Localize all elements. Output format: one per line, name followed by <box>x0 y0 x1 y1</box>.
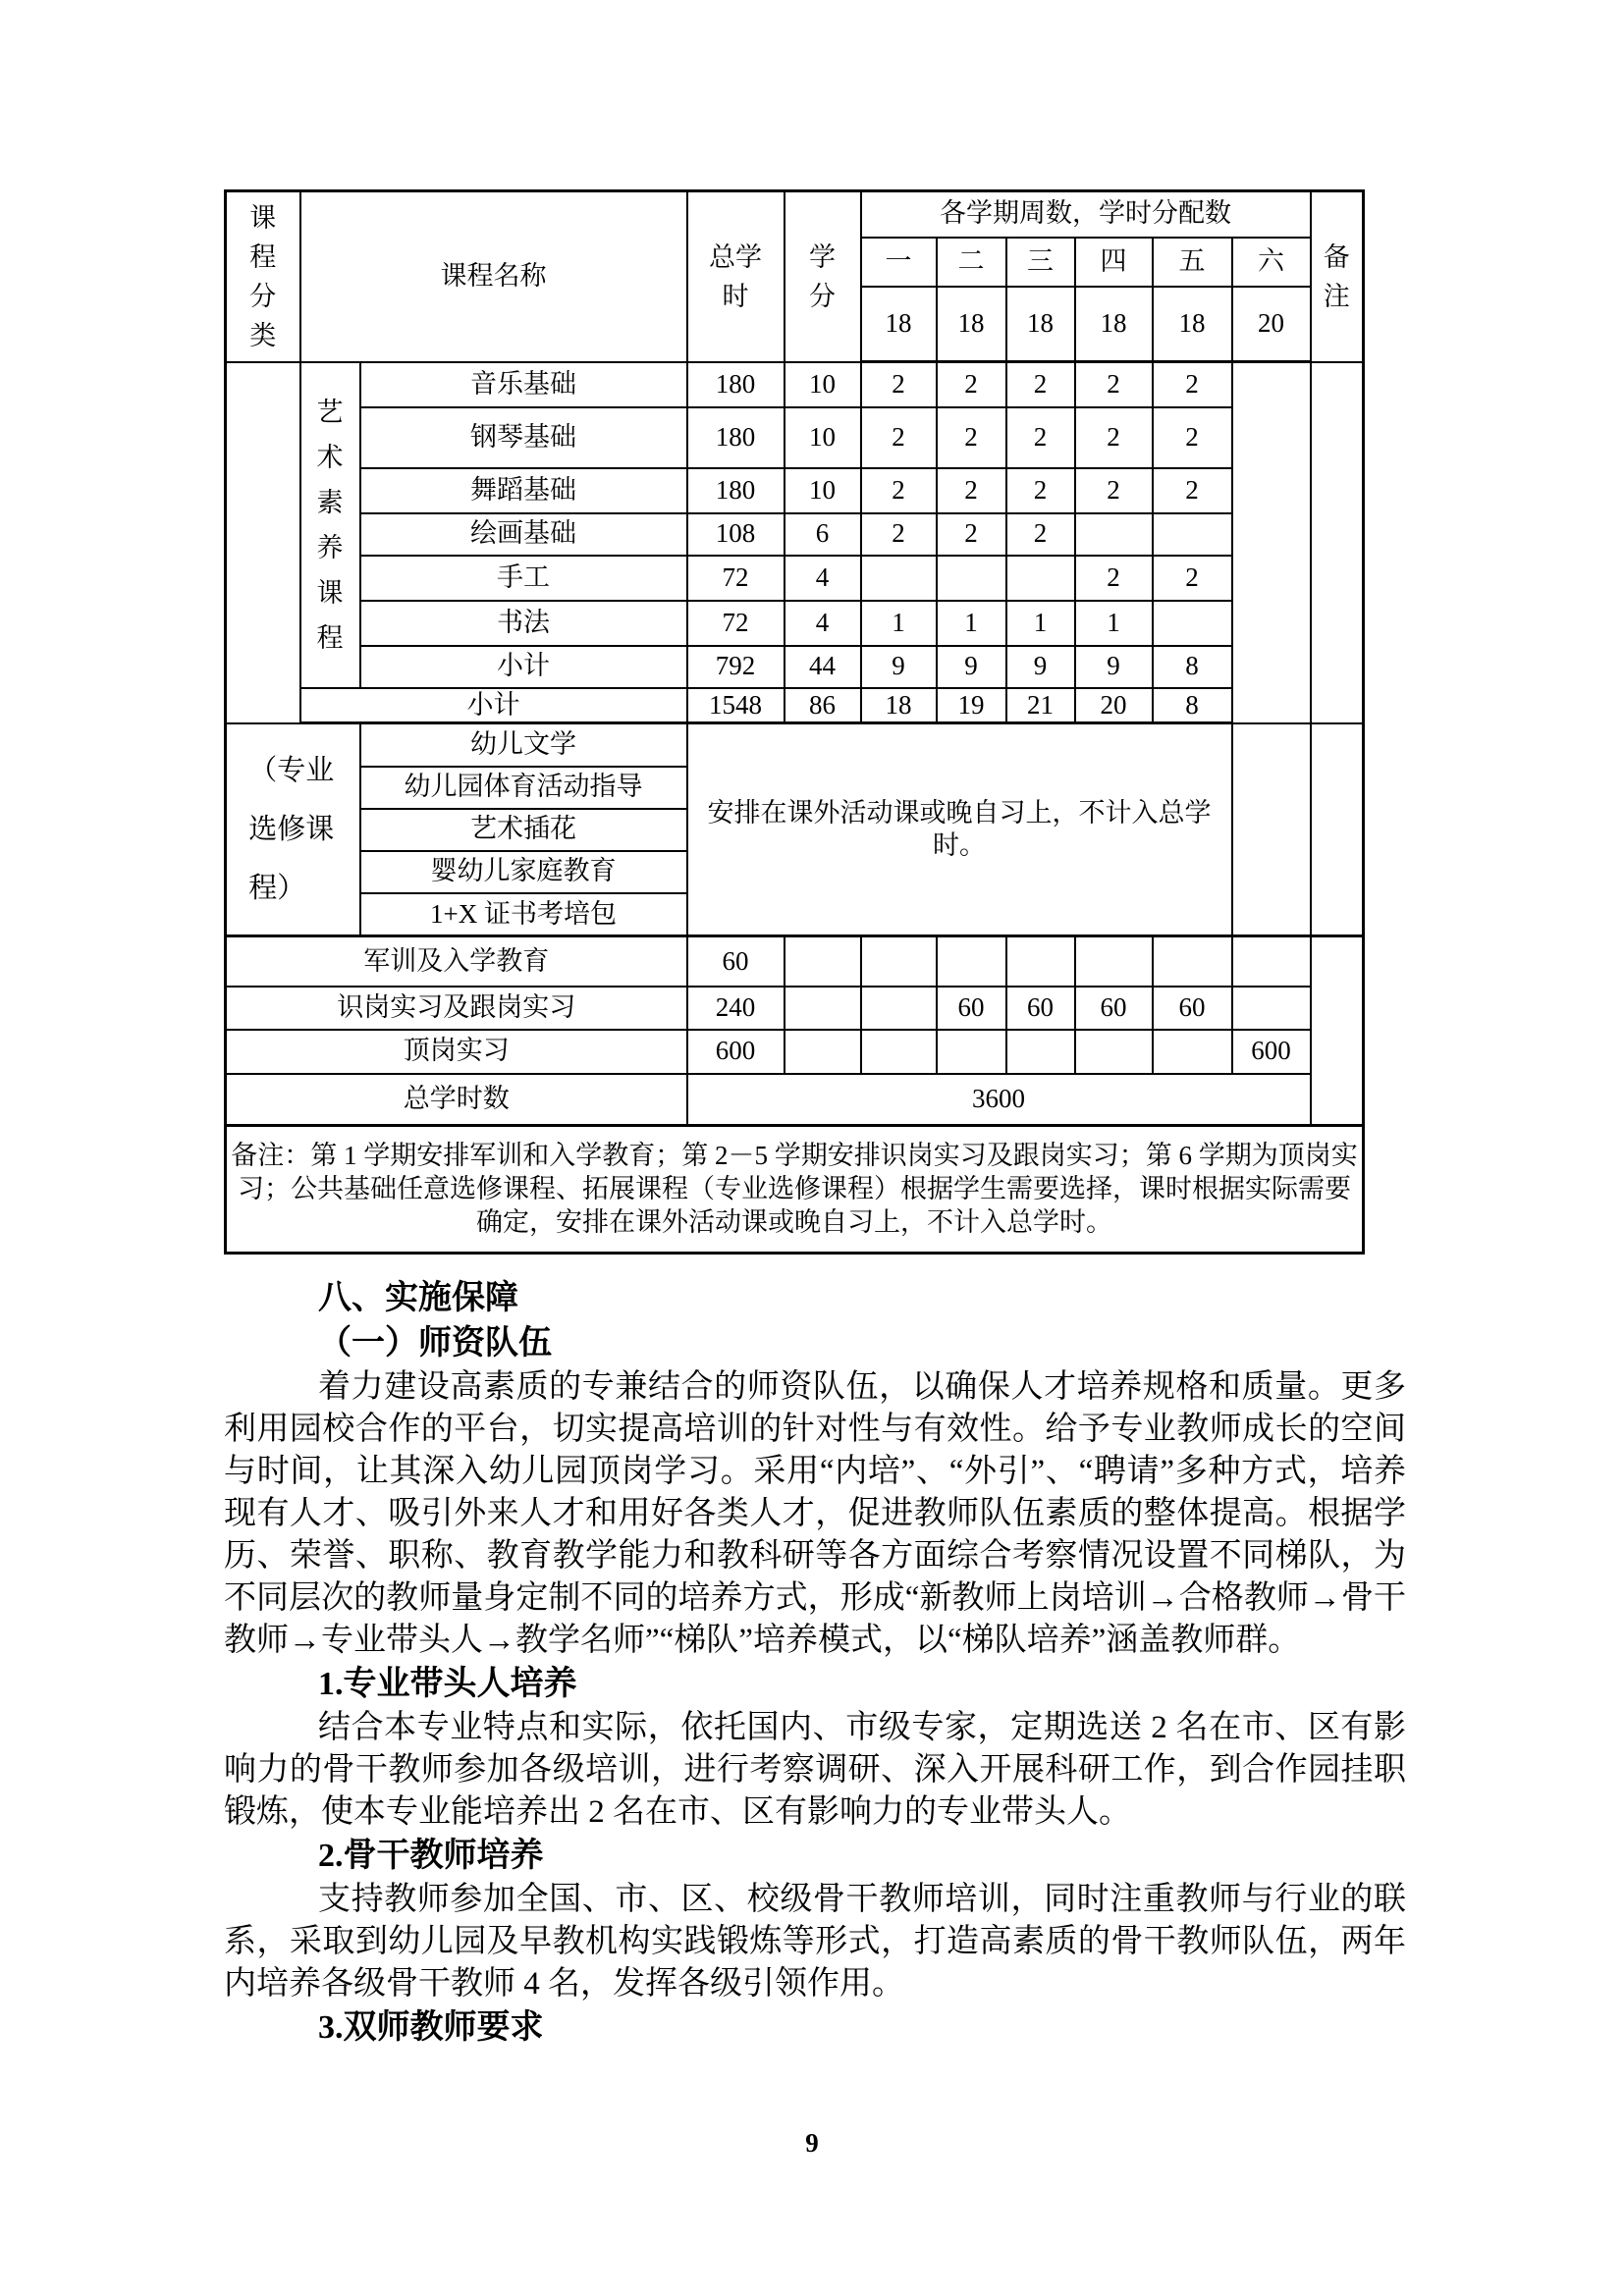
value-cell: 44 <box>785 646 861 688</box>
value-cell: 2 <box>861 513 937 556</box>
section-heading: 八、实施保障 <box>318 1280 518 1316</box>
empty-cell <box>1232 936 1311 987</box>
curriculum-table-wrapper <box>224 189 1365 1255</box>
empty-cell <box>937 936 1006 987</box>
value-cell: 21 <box>1006 688 1075 723</box>
semester-5-cell: 五 <box>1153 238 1232 287</box>
table-row <box>226 468 1364 513</box>
value-cell: 1548 <box>687 688 785 723</box>
course-name-cell: 1+X 证书考培包 <box>360 893 687 936</box>
semester-1-cell: 一 <box>861 238 937 287</box>
page-number: 9 <box>805 2128 819 2158</box>
value-cell: 10 <box>785 407 861 468</box>
subsection-heading: （一）师资队伍 <box>318 1325 552 1362</box>
value-cell: 1 <box>937 601 1006 646</box>
table-row <box>226 601 1364 646</box>
value-cell: 2 <box>1153 556 1232 601</box>
value-cell: 2 <box>1075 468 1153 513</box>
value-cell: 2 <box>1006 407 1075 468</box>
value-cell: 2 <box>1075 362 1153 407</box>
value-cell: 20 <box>1075 688 1153 723</box>
value-cell: 60 <box>1006 987 1075 1030</box>
weeks-3-cell: 18 <box>1006 287 1075 362</box>
empty-cell <box>1006 936 1075 987</box>
art-subtotal-label-cell: 小计 <box>360 646 687 688</box>
value-cell: 792 <box>687 646 785 688</box>
course-name-cell: 幼儿园体育活动指导 <box>360 767 687 809</box>
grand-total-value-cell: 3600 <box>687 1074 1311 1126</box>
table-row <box>226 936 1364 987</box>
value-cell: 72 <box>687 601 785 646</box>
header-credits-label: 学分 <box>809 241 836 311</box>
header-total-hours-label: 总学时 <box>709 241 762 311</box>
empty-cell <box>861 987 937 1030</box>
course-name-cell: 绘画基础 <box>360 513 687 556</box>
value-cell: 8 <box>1153 688 1232 723</box>
empty-cell <box>861 936 937 987</box>
value-cell: 2 <box>861 362 937 407</box>
table-row <box>226 723 1364 767</box>
course-name-cell: 艺术插花 <box>360 809 687 851</box>
header-note-label: 备注 <box>1323 241 1350 311</box>
value-cell: 600 <box>1232 1030 1311 1074</box>
table-row <box>226 646 1364 688</box>
empty-cell <box>1311 362 1364 723</box>
value-cell: 9 <box>1075 646 1153 688</box>
table-row <box>226 987 1364 1030</box>
value-cell: 180 <box>687 468 785 513</box>
semester-6-cell: 六 <box>1232 238 1311 287</box>
table-row <box>226 688 1364 723</box>
empty-cell <box>937 556 1006 601</box>
course-name-cell: 婴幼儿家庭教育 <box>360 851 687 893</box>
value-cell: 1 <box>1075 601 1153 646</box>
empty-cell <box>1153 513 1232 556</box>
empty-cell <box>861 556 937 601</box>
weeks-6-cell: 20 <box>1232 287 1311 362</box>
empty-cell <box>1075 936 1153 987</box>
curriculum-table <box>224 189 1365 1255</box>
header-course-name-cell: 课程名称 <box>300 191 687 362</box>
empty-cell <box>785 1030 861 1074</box>
table-row <box>226 407 1364 468</box>
table-row <box>226 1074 1364 1126</box>
semester-3-cell: 三 <box>1006 238 1075 287</box>
value-cell: 60 <box>1075 987 1153 1030</box>
value-cell: 2 <box>937 513 1006 556</box>
table-footnote-cell: 备注：第 1 学期安排军训和入学教育；第 2－5 学期安排识岗实习及跟岗实习；第 6 学期为顶岗实习；公共基础任意选修课程、拓展课程（专业选修课程）根据学生需要选择，课时根据实际需要确定，安排在课外活动课或晚自习上，不计入总学时。 <box>226 1126 1364 1254</box>
header-category-cell <box>226 191 300 362</box>
value-cell: 60 <box>687 936 785 987</box>
empty-cell <box>1232 987 1311 1030</box>
weeks-2-cell: 18 <box>937 287 1006 362</box>
table-header-row-1 <box>226 191 1364 238</box>
course-name-cell: 舞蹈基础 <box>360 468 687 513</box>
value-cell: 2 <box>937 407 1006 468</box>
empty-cell <box>1006 556 1075 601</box>
empty-cell <box>861 1030 937 1074</box>
value-cell: 180 <box>687 362 785 407</box>
value-cell: 2 <box>937 468 1006 513</box>
art-section-label-cell <box>300 362 360 688</box>
value-cell: 1 <box>861 601 937 646</box>
value-cell: 4 <box>785 556 861 601</box>
header-category-label: 课程分类 <box>249 202 277 350</box>
table-row <box>226 362 1364 407</box>
value-cell: 2 <box>1153 468 1232 513</box>
value-cell: 10 <box>785 468 861 513</box>
value-cell: 2 <box>1075 556 1153 601</box>
empty-cell <box>785 987 861 1030</box>
empty-cell <box>1006 1030 1075 1074</box>
subtotal-label-cell: 小计 <box>300 688 687 723</box>
header-semester-band-cell: 各学期周数，学时分配数 <box>861 191 1311 238</box>
value-cell: 2 <box>937 362 1006 407</box>
value-cell: 180 <box>687 407 785 468</box>
value-cell: 2 <box>861 468 937 513</box>
table-row <box>226 1126 1364 1254</box>
value-cell: 2 <box>861 407 937 468</box>
elective-section-label-cell <box>226 723 360 936</box>
table-row <box>226 1030 1364 1074</box>
semester-4-cell: 四 <box>1075 238 1153 287</box>
post-practice-row-label-cell: 顶岗实习 <box>226 1030 687 1074</box>
internship-row-label-cell: 识岗实习及跟岗实习 <box>226 987 687 1030</box>
header-total-hours-cell <box>687 191 785 362</box>
weeks-5-cell: 18 <box>1153 287 1232 362</box>
numbered-heading: 3.双师教师要求 <box>318 2009 544 2046</box>
value-cell: 240 <box>687 987 785 1030</box>
art-section-label: 艺术素养课程 <box>316 397 344 653</box>
empty-cell <box>1153 936 1232 987</box>
value-cell: 4 <box>785 601 861 646</box>
weeks-4-cell: 18 <box>1075 287 1153 362</box>
elective-note-cell: 安排在课外活动课或晚自习上，不计入总学时。 <box>687 723 1232 936</box>
value-cell: 600 <box>687 1030 785 1074</box>
empty-cell <box>785 936 861 987</box>
value-cell: 8 <box>1153 646 1232 688</box>
paragraph: 支持教师参加全国、市、区、校级骨干教师培训，同时注重教师与行业的联系，采取到幼儿园及早教机构实践锻炼等形式，打造高素质的骨干教师队伍，两年内培养各级骨干教师 4 名，发挥各级引领作用。 <box>224 1882 1406 2002</box>
empty-cell <box>1153 1030 1232 1074</box>
empty-cell <box>1311 936 1364 1126</box>
elective-section-label: （专业选修课程） <box>248 755 335 905</box>
semester-2-cell: 二 <box>937 238 1006 287</box>
empty-cell <box>1153 601 1232 646</box>
value-cell: 2 <box>1006 362 1075 407</box>
header-credits-cell <box>785 191 861 362</box>
empty-cell <box>226 362 300 723</box>
table-row <box>226 513 1364 556</box>
value-cell: 60 <box>1153 987 1232 1030</box>
value-cell: 9 <box>1006 646 1075 688</box>
military-row-label-cell: 军训及入学教育 <box>226 936 687 987</box>
empty-cell <box>1311 723 1364 936</box>
value-cell: 1 <box>1006 601 1075 646</box>
value-cell: 2 <box>1153 407 1232 468</box>
numbered-heading: 2.骨干教师培养 <box>318 1838 544 1874</box>
empty-cell <box>1075 513 1153 556</box>
value-cell: 2 <box>1153 362 1232 407</box>
value-cell: 2 <box>1006 468 1075 513</box>
weeks-1-cell: 18 <box>861 287 937 362</box>
grand-total-label-cell: 总学时数 <box>226 1074 687 1126</box>
table-row <box>226 556 1364 601</box>
value-cell: 9 <box>937 646 1006 688</box>
value-cell: 60 <box>937 987 1006 1030</box>
course-name-cell: 书法 <box>360 601 687 646</box>
numbered-heading: 1.专业带头人培养 <box>318 1666 577 1702</box>
paragraph: 结合本专业特点和实际，依托国内、市级专家，定期选送 2 名在市、区有影响力的骨干教师参加各级培训，进行考察调研、深入开展科研工作，到合作园挂职锻炼，使本专业能培养出 2 名在市、区有影响力的专业带头人。 <box>224 1710 1406 1830</box>
course-name-cell: 钢琴基础 <box>360 407 687 468</box>
empty-cell <box>1232 362 1311 723</box>
value-cell: 18 <box>861 688 937 723</box>
value-cell: 2 <box>1006 513 1075 556</box>
value-cell: 19 <box>937 688 1006 723</box>
value-cell: 86 <box>785 688 861 723</box>
value-cell: 72 <box>687 556 785 601</box>
course-name-cell: 幼儿文学 <box>360 723 687 767</box>
course-name-cell: 手工 <box>360 556 687 601</box>
value-cell: 2 <box>1075 407 1153 468</box>
course-name-cell: 音乐基础 <box>360 362 687 407</box>
empty-cell <box>937 1030 1006 1074</box>
empty-cell <box>1232 723 1311 936</box>
value-cell: 108 <box>687 513 785 556</box>
value-cell: 9 <box>861 646 937 688</box>
header-note-cell <box>1311 191 1364 362</box>
value-cell: 10 <box>785 362 861 407</box>
value-cell: 6 <box>785 513 861 556</box>
body-text <box>224 1276 1406 2051</box>
paragraph: 着力建设高素质的专兼结合的师资队伍，以确保人才培养规格和质量。更多利用园校合作的平台，切实提高培训的针对性与有效性。给予专业教师成长的空间与时间，让其深入幼儿园顶岗学习。采用“内培”、“外引”、“聘请”多种方式，培养现有人才、吸引外来人才和用好各类人才，促进教师队伍素质的整体提高。根据学历、荣誉、职称、教育教学能力和教科研等各方面综合考察情况设置不同梯队，为不同层次的教师量身定制不同的培养方式，形成“新教师上岗培训→合格教师→骨干教师→专业带头人→教学名师”“梯队”培养模式，以“梯队培养”涵盖教师群。 <box>224 1369 1406 1658</box>
empty-cell <box>1075 1030 1153 1074</box>
